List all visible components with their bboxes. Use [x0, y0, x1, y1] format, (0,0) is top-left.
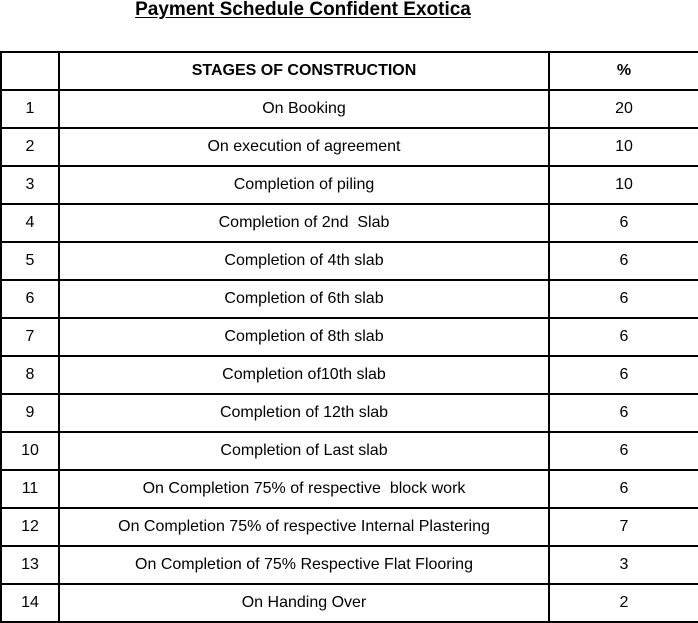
- table-row: [1, 546, 698, 584]
- row-percent: 6: [549, 394, 698, 432]
- row-number: 11: [1, 470, 59, 508]
- row-stage: Completion of piling: [59, 166, 549, 204]
- row-stage: Completion of 6th slab: [59, 280, 549, 318]
- header-percent: %: [549, 52, 698, 90]
- row-percent: 10: [549, 166, 698, 204]
- table-row: [1, 242, 698, 280]
- row-stage: Completion of 8th slab: [59, 318, 549, 356]
- table-row: [1, 432, 698, 470]
- row-percent: 6: [549, 470, 698, 508]
- page-title: Payment Schedule Confident Exotica: [135, 0, 471, 20]
- row-number: 8: [1, 356, 59, 394]
- row-number: 14: [1, 584, 59, 622]
- row-percent: 6: [549, 204, 698, 242]
- row-percent: 6: [549, 242, 698, 280]
- row-number: 1: [1, 90, 59, 128]
- table-header-row: [1, 52, 698, 90]
- table-row: [1, 204, 698, 242]
- row-stage: On Booking: [59, 90, 549, 128]
- row-stage: Completion of 4th slab: [59, 242, 549, 280]
- row-stage: Completion of 2nd Slab: [59, 204, 549, 242]
- row-percent: 3: [549, 546, 698, 584]
- row-number: 12: [1, 508, 59, 546]
- row-number: 2: [1, 128, 59, 166]
- row-percent: 10: [549, 128, 698, 166]
- row-percent: 6: [549, 432, 698, 470]
- row-stage: On Completion of 75% Respective Flat Flooring: [59, 546, 549, 584]
- row-percent: 20: [549, 90, 698, 128]
- header-number: [1, 52, 59, 90]
- row-percent: 6: [549, 356, 698, 394]
- row-stage: On Completion 75% of respective block work: [59, 470, 549, 508]
- table-row: [1, 470, 698, 508]
- table-row: [1, 394, 698, 432]
- table-row: [1, 356, 698, 394]
- row-stage: Completion of10th slab: [59, 356, 549, 394]
- row-number: 10: [1, 432, 59, 470]
- table-row: [1, 584, 698, 622]
- row-percent: 6: [549, 318, 698, 356]
- payment-schedule-table: [0, 51, 698, 623]
- row-percent: 2: [549, 584, 698, 622]
- row-stage: Completion of 12th slab: [59, 394, 549, 432]
- row-number: 7: [1, 318, 59, 356]
- row-number: 3: [1, 166, 59, 204]
- row-number: 6: [1, 280, 59, 318]
- table-row: [1, 280, 698, 318]
- row-stage: On execution of agreement: [59, 128, 549, 166]
- row-percent: 7: [549, 508, 698, 546]
- row-number: 4: [1, 204, 59, 242]
- row-number: 9: [1, 394, 59, 432]
- table-row: [1, 508, 698, 546]
- row-stage: On Handing Over: [59, 584, 549, 622]
- table-row: [1, 318, 698, 356]
- table-row: [1, 128, 698, 166]
- table-row: [1, 90, 698, 128]
- table-row: [1, 166, 698, 204]
- row-number: 13: [1, 546, 59, 584]
- row-percent: 6: [549, 280, 698, 318]
- row-stage: On Completion 75% of respective Internal Plastering: [59, 508, 549, 546]
- header-stage: STAGES OF CONSTRUCTION: [59, 52, 549, 90]
- row-stage: Completion of Last slab: [59, 432, 549, 470]
- row-number: 5: [1, 242, 59, 280]
